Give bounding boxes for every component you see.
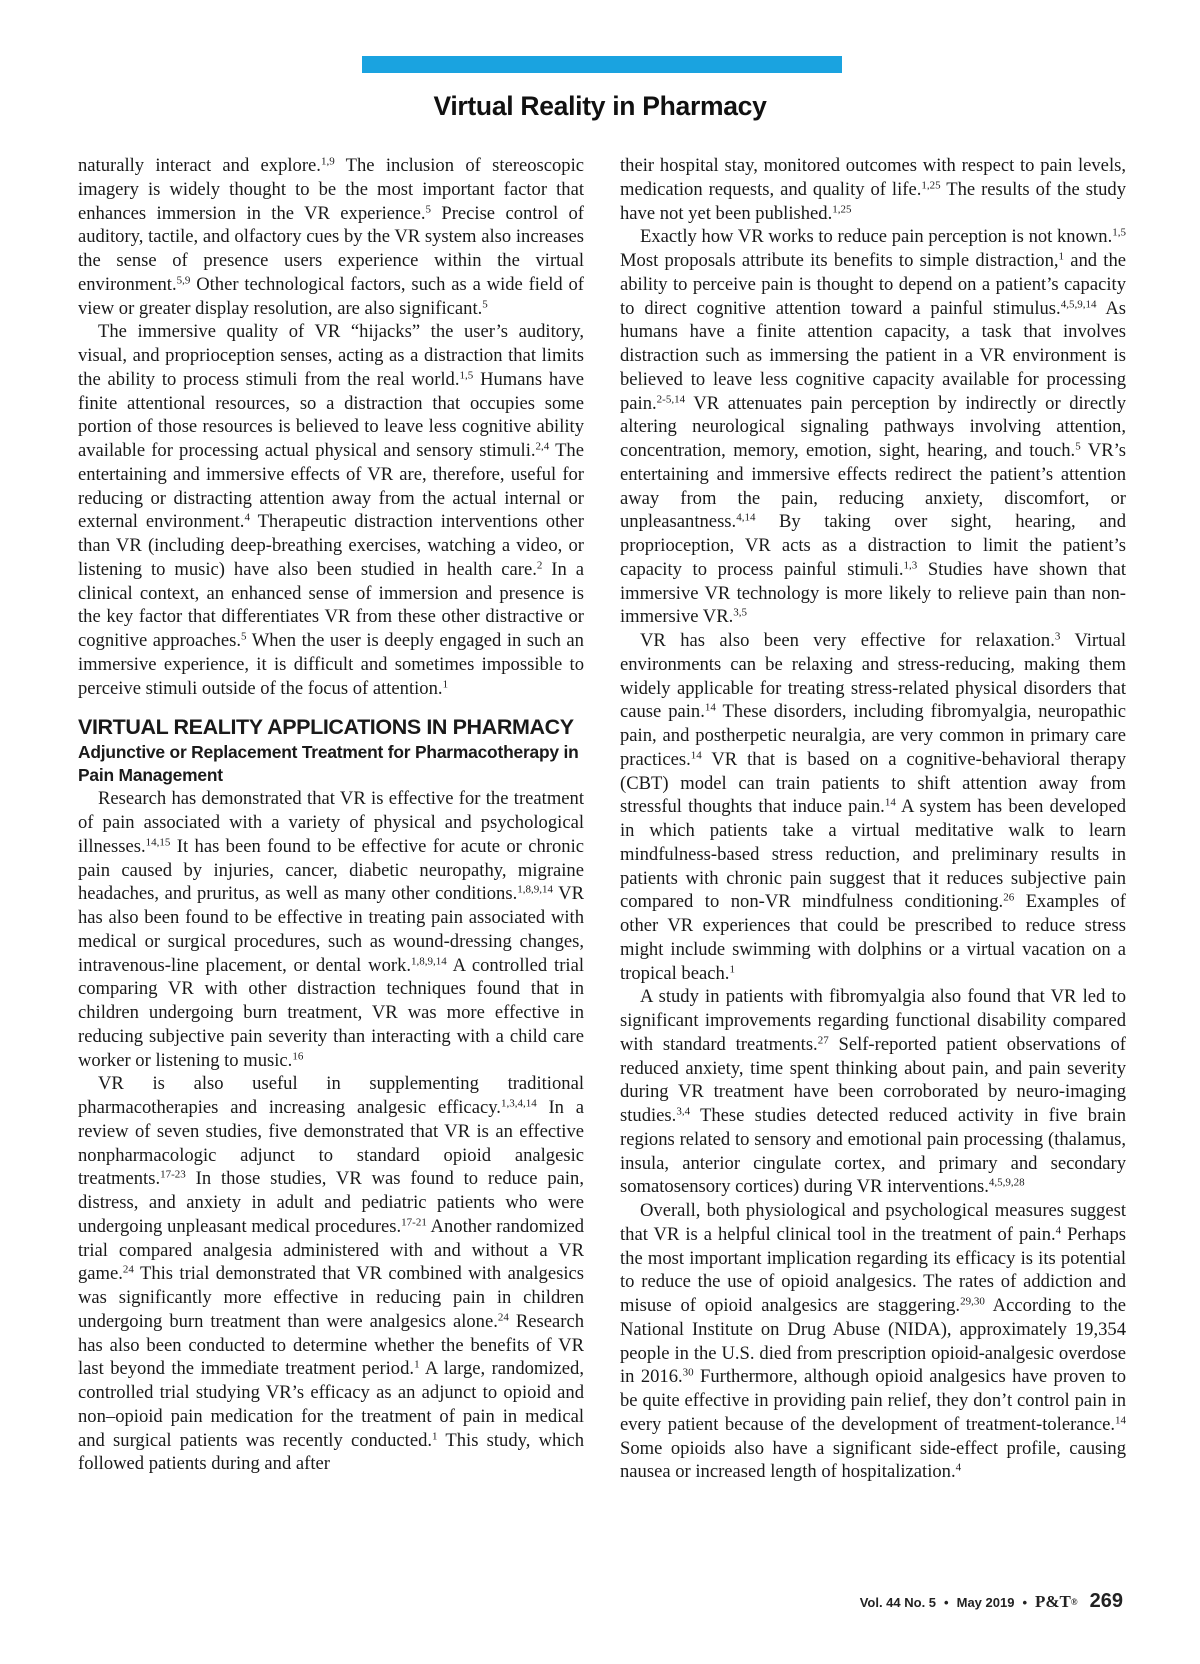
citation-ref: 1 (442, 677, 449, 690)
text-run: Some opioids also have a significant side-effect profile, causing nausea or increased length of hospitalization. (620, 1437, 1126, 1483)
text-run: Virtual environments can be relaxing and stress-reducing, making them widely applicable for treating stress-related physical disorders that cause pain. (620, 630, 1126, 723)
footer-issue: Vol. 44 No. 5 (859, 1595, 937, 1610)
citation-ref: 14,15 (145, 836, 171, 849)
registered-mark: ® (1070, 1597, 1078, 1608)
citation-ref: 1 (1058, 250, 1065, 263)
citation-ref: 1,3,4,14 (500, 1097, 537, 1110)
citation-ref: 4,5,9,28 (988, 1176, 1025, 1189)
text-run: their hospital stay, monitored outcomes with respect to pain levels, medication requests, and quality of life. (620, 155, 1126, 200)
citation-ref: 4,14 (736, 511, 756, 524)
citation-ref: 17-21 (401, 1216, 427, 1229)
text-run: and the ability to perceive pain is thought to depend on a patient’s capacity to direct cognitive attention toward a painful stimulus. (620, 250, 1126, 319)
text-run: The results of the study have not yet been published. (620, 178, 1126, 224)
text-run: The entertaining and immersive effects of VR are, therefore, useful for reducing or distracting attention away from the actual internal or external environment. (78, 440, 584, 533)
citation-ref: 1 (729, 962, 735, 975)
text-run: It has been found to be effective for acute or chronic pain caused by injuries, cancer, diabetic neuropathy, migraine headaches, and pruritus, as well as many other conditions. (78, 835, 584, 905)
citation-ref: 1,8,9,14 (411, 954, 447, 967)
citation-ref: 1,9 (320, 155, 335, 168)
paragraph (620, 225, 1126, 629)
text-run: Most proposals attribute its benefits to simple distraction, (620, 250, 1059, 271)
citation-ref: 2-5,14 (656, 392, 686, 405)
citation-ref: 3,5 (733, 606, 748, 619)
footer-separator: • (1022, 1595, 1027, 1610)
citation-ref: 5 (241, 630, 247, 643)
text-run: A controlled trial comparing VR with other distraction techniques found that in children undergoing burn treatment, VR was more effective in reducing subjective pain severity than interacting with a child care worker or listening to music. (78, 954, 584, 1071)
paragraph (620, 629, 1126, 985)
citation-ref: 3,4 (676, 1105, 691, 1118)
paragraph (620, 1199, 1126, 1484)
section-heading: VIRTUAL REALITY APPLICATIONS IN PHARMACY (78, 715, 574, 740)
footer-date: May 2019 (956, 1595, 1015, 1610)
left-column (78, 154, 584, 1476)
citation-ref: 24 (497, 1311, 509, 1324)
paragraph (620, 154, 1126, 225)
citation-ref: 1,3 (903, 559, 918, 572)
text-run: This study, which followed patients during and after (78, 1429, 585, 1475)
running-title: Virtual Reality in Pharmacy (433, 91, 767, 121)
paragraph (78, 1072, 584, 1476)
citation-ref: 5,9 (176, 274, 191, 287)
citation-ref: 5 (1075, 440, 1081, 453)
page-number: 269 (1089, 1590, 1123, 1612)
text-run: In those studies, VR was found to reduce pain, distress, and anxiety in adult and pediatric patients who were undergoing unpleasant medical procedures. (78, 1168, 584, 1237)
text-run: Studies have shown that immersive VR technology is more likely to relieve pain than non-immersive VR. (620, 558, 1126, 628)
paragraph (78, 787, 584, 1072)
citation-ref: 4 (955, 1461, 962, 1474)
text-run: These studies detected reduced activity in five brain regions related to sensory and emotional pain processing (thalamus, insula, anterior cingulate cortex, and primary and secondary somatosensory cortices) during VR interventions. (620, 1105, 1126, 1198)
citation-ref: 1,5 (459, 369, 474, 382)
citation-ref: 2,4 (535, 440, 550, 453)
text-run: Other technological factors, such as a wide field of view or greater display resolution, are also significant. (78, 273, 584, 319)
text-run: VR is also useful in supplementing traditional pharmacotherapies and increasing analgesic efficacy. (78, 1073, 584, 1118)
journal-name (1035, 1592, 1078, 1612)
text-run: Furthermore, although opioid analgesics have proven to be quite effective in providing pain relief, they don’t control pain in every patient because of the development of treatment-tolerance. (620, 1366, 1126, 1435)
text-run: VR has also been found to be effective in treating pain associated with medical or surgical procedures, such as wound-dressing changes, intravenous-line placement, or dental work. (78, 883, 584, 976)
citation-ref: 27 (817, 1034, 829, 1047)
citation-ref: 1,5 (1112, 226, 1126, 239)
text-run: Exactly how VR works to reduce pain perception is not known. (640, 226, 1113, 248)
citation-ref: 14 (1115, 1414, 1126, 1427)
text-run: Self-reported patient observations of reduced anxiety, time spent thinking about pain, and pain severity during VR treatment have been corroborated by neuro-imaging studies. (620, 1033, 1126, 1126)
text-run: naturally interact and explore. (78, 155, 321, 176)
text-run: This trial demonstrated that VR combined with analgesics was significantly more effective in reducing pain in children undergoing burn treatment than were analgesics alone. (78, 1263, 584, 1332)
citation-ref: 4 (1055, 1224, 1062, 1237)
text-run: In a review of seven studies, five demonstrated that VR is an effective nonpharmacologic adjunct to standard opioid analgesic treatments. (78, 1097, 584, 1190)
text-run: The immersive quality of VR “hijacks” the user’s auditory, visual, and proprioception senses, acting as a distraction that limits the ability to process stimuli from the real world. (78, 321, 584, 390)
paragraph (78, 320, 584, 700)
text-run: By taking over sight, hearing, and proprioception, VR acts as a distraction to limit the patient’s capacity to process painful stimuli. (620, 511, 1126, 580)
text-run: When the user is deeply engaged in such an immersive experience, it is difficult and sometimes impossible to perceive stimuli outside of the focus of attention. (78, 630, 584, 699)
text-run: A study in patients with fibromyalgia also found that VR led to significant improvements regarding functional disability compared with standard treatments. (620, 986, 1126, 1055)
text-run: The inclusion of stereoscopic imagery is widely thought to be the most important factor that enhances immersion in the VR experience. (78, 155, 584, 224)
text-run: VR that is based on a cognitive-behavioral therapy (CBT) model can train patients to shift attention away from stressful thoughts that induce pain. (620, 748, 1126, 818)
citation-ref: 26 (1003, 891, 1015, 904)
text-run: A system has been developed in which patients take a virtual meditative walk to learn mindfulness-based stress reduction, and preliminary results in patients with chronic pain suggest that it reduces subjective pain compared to non-VR mindfulness conditioning. (620, 796, 1127, 913)
text-run: VR attenuates pain perception by indirectly or directly altering neurological signaling pathways involving attention, concentration, memory, emotion, sight, hearing, and touch. (620, 392, 1126, 461)
paragraph (78, 154, 584, 320)
text-run: VR’s entertaining and immersive effects redirect the patient’s attention away from the pain, reducing anxiety, discomfort, or unpleasantness. (620, 440, 1127, 533)
citation-ref: 29,30 (960, 1295, 985, 1308)
text-run: A large, randomized, controlled trial studying VR’s efficacy as an adjunct to opioid and non–opioid pain medication for the treatment of pain in medical and surgical patients was recently conducted. (78, 1358, 584, 1451)
citation-ref: 1,8,9,14 (517, 883, 553, 896)
text-run: Overall, both physiological and psychological measures suggest that VR is a helpful clinical tool in the treatment of pain. (620, 1200, 1126, 1245)
text-run: Another randomized trial compared analgesia administered with and without a VR game. (78, 1215, 584, 1285)
text-run: Research has demonstrated that VR is effective for the treatment of pain associated with a variety of physical and psychological illnesses. (78, 788, 584, 857)
text-run: According to the National Institute on Drug Abuse (NIDA), approximately 19,354 people in the U.S. died from prescription opioid-analgesic overdose in 2016. (620, 1295, 1127, 1388)
citation-ref: 4,5,9,14 (1060, 297, 1097, 310)
text-run: Perhaps the most important implication regarding its efficacy is its potential to reduce the use of opioid analgesics. The rates of addiction and misuse of opioid analgesics are staggering. (620, 1223, 1126, 1316)
citation-ref: 14 (704, 701, 716, 714)
citation-ref: 30 (682, 1366, 694, 1379)
citation-ref: 1 (432, 1429, 438, 1442)
text-run: As humans have a finite attention capacity, a task that involves distraction such as immersing the patient in a VR environment is believed to leave less cognitive capacity available for processing pain. (620, 297, 1126, 414)
text-run: In a clinical context, an enhanced sense of immersion and presence is the key factor that differentiates VR from these other distractive or cognitive approaches. (78, 558, 584, 651)
citation-ref: 5 (425, 202, 431, 215)
citation-ref: 5 (482, 297, 488, 310)
text-run: VR has also been very effective for relaxation. (640, 630, 1055, 651)
citation-ref: 14 (690, 749, 702, 762)
header-accent-bar (362, 56, 842, 73)
citation-ref: 1,25 (832, 202, 852, 215)
citation-ref: 2 (536, 559, 543, 572)
text-run: Humans have finite attentional resources, so a distraction that occupies some portion of those resources is believed to leave less cognitive ability available for processing actual physical and sensory stimuli. (78, 368, 584, 461)
citation-ref: 17-23 (160, 1168, 186, 1181)
citation-ref: 1 (414, 1358, 420, 1371)
citation-ref: 3 (1054, 630, 1061, 643)
text-run: Therapeutic distraction interventions other than VR (including deep-breathing exercises, watching a video, or listening to music) have also been studied in health care. (78, 511, 584, 580)
text-run: These disorders, including fibromyalgia, neuropathic pain, and postherpetic neuralgia, are very common in primary care practices. (620, 701, 1126, 770)
text-run: Research has also been conducted to determine whether the benefits of VR last beyond the immediate treatment period. (78, 1310, 584, 1380)
citation-ref: 4 (244, 511, 250, 524)
citation-ref: 1,25 (921, 179, 941, 192)
sub-heading: Adjunctive or Replacement Treatment for Pharmacotherapy in Pain Management (78, 742, 579, 785)
citation-ref: 16 (292, 1049, 304, 1062)
text-run: Examples of other VR experiences that could be prescribed to reduce stress might include swimming with dolphins or a virtual vacation on a tropical beach. (620, 891, 1126, 984)
page-footer (860, 1590, 1123, 1613)
citation-ref: 14 (884, 796, 896, 809)
right-column (620, 154, 1126, 1484)
journal-name-text: P&T (1035, 1592, 1071, 1611)
paragraph (620, 985, 1126, 1199)
footer-separator: • (944, 1595, 949, 1610)
text-run: Precise control of auditory, tactile, and olfactory cues by the VR system also increases the sense of presence users experience within the virtual environment. (78, 202, 584, 295)
citation-ref: 24 (122, 1263, 134, 1276)
